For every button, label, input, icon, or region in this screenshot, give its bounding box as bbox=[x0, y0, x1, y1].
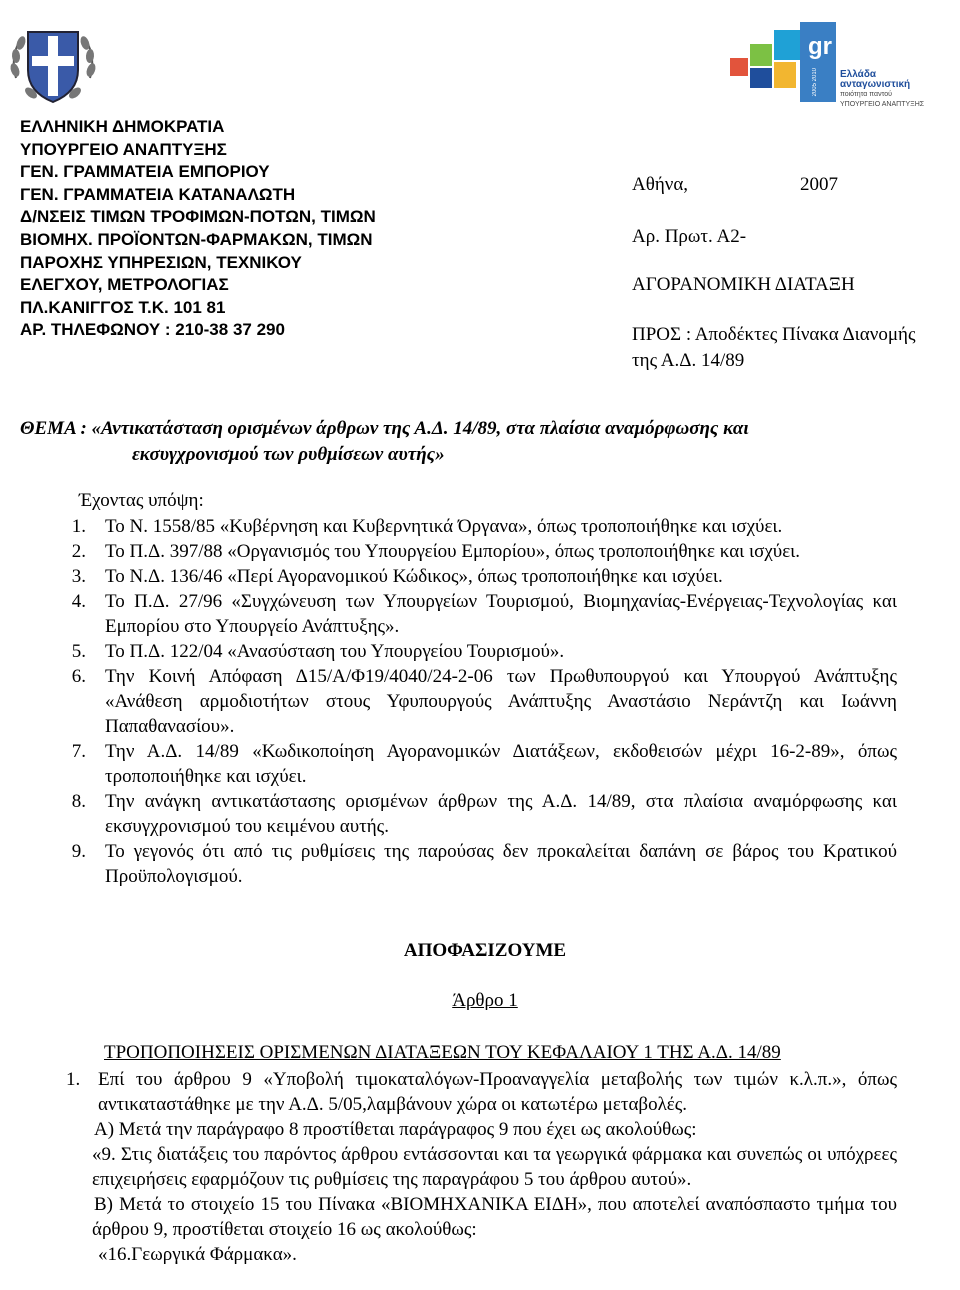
hellas-logo bbox=[728, 18, 928, 118]
article-heading: ΤΡΟΠΟΠΟΙΗΣΕΙΣ ΟΡΙΣΜΕΝΩΝ ΔΙΑΤΑΞΕΩΝ ΤΟΥ ΚΕΦΑΛΑΙΟΥ 1 ΤΗΣ Α.Δ. 14/89 bbox=[104, 1042, 781, 1063]
date-line bbox=[632, 174, 838, 196]
body-paragraph: «9. Στις διατάξεις του παρόντος άρθρου εντάσσονται και τα γεωργικά φάρμακα και συνεπώς οι υπόχρεες επιχειρήσεις εφαρμόζουν τις ρυθμίσεις της παραγράφου 5 του άρθρου αυτού». bbox=[92, 1144, 897, 1190]
list-item: 4. Το Π.Δ. 27/96 «Συγχώνευση των Υπουργείων Τουρισμού, Βιομηχανίας-Ενέργειας-Τεχνολογίας και Εμπορίου στο Υπουργείο Ανάπτυξης». bbox=[71, 591, 897, 637]
greek-emblem bbox=[6, 18, 100, 112]
article-body bbox=[62, 1067, 897, 1267]
list-item: 1. Το Ν. 1558/85 «Κυβέρνηση και Κυβερνητικά Όργανα», όπως τροποποιήθηκε και ισχύει. bbox=[71, 516, 783, 537]
greek-coat-of-arms-emblem-icon bbox=[6, 18, 100, 112]
body-paragraph: Β) Μετά το στοιχείο 15 του Πίνακα «ΒΙΟΜΗΧΑΝΙΚΑ ΕΙΔΗ», που αποτελεί αναπόσπαστο τμήμα του άρθρου 9, προστίθεται στοιχείο 16 ως ακολούθως: bbox=[92, 1194, 897, 1240]
subject-line-2: εκσυγχρονισμού των ρυθμίσεων αυτής» bbox=[132, 444, 445, 465]
sender-line: ΒΙΟΜΗΧ. ΠΡΟΪΟΝΤΩΝ-ΦΑΡΜΑΚΩΝ, ΤΙΜΩΝ bbox=[20, 229, 373, 249]
city: Αθήνα, bbox=[632, 174, 689, 195]
list-item: 8. Την ανάγκη αντικατάστασης ορισμένων άρθρων της Α.Δ. 14/89, στα πλαίσια αναμόρφωσης και εκσυγχρονισμού του κειμένου αυτής. bbox=[71, 791, 897, 837]
sender-line: ΠΑΡΟΧΗΣ ΥΠΗΡΕΣΙΩΝ, ΤΕΧΝΙΚΟΥ bbox=[20, 252, 302, 272]
list-item: 7. Την Α.Δ. 14/89 «Κωδικοποίηση Αγορανομικών Διατάξεων, εκδοθεισών μέχρι 16-2-89», όπως τροποποιήθηκε και ισχύει. bbox=[71, 741, 897, 787]
protocol-number: Αρ. Πρωτ. Α2- bbox=[632, 226, 747, 247]
article-title: Άρθρο 1 bbox=[452, 990, 518, 1011]
considerations-list bbox=[62, 514, 897, 889]
list-item: 6. Την Κοινή Απόφαση Δ15/Α/Φ19/4040/24-2-06 των Πρωθυπουργού και Υπουργού Ανάπτυξης «Ανάθεση αρμοδιοτήτων στους Υφυπουργούς Ανάπτυξης Αναστάσιο Νεράντζη και Ιωάννη Παπαθανασίου». bbox=[71, 666, 897, 737]
decision-heading: ΑΠΟΦΑΣΙΖΟΥΜΕ bbox=[403, 940, 567, 961]
list-item: 5. Το Π.Δ. 122/04 «Ανασύσταση του Υπουργείου Τουρισμού». bbox=[71, 641, 565, 662]
svg-text:gr: gr bbox=[808, 33, 832, 60]
sender-line: ΓΕΝ. ΓΡΑΜΜΑΤΕΙΑ ΚΑΤΑΝΑΛΩΤΗ bbox=[20, 184, 296, 204]
body-paragraph: 1. Επί του άρθρου 9 «Υποβολή τιμοκαταλόγων-Προαναγγελία μεταβολής των τιμών κ.λ.π.», όπως αντικαταστάθηκε με την Α.Δ. 5/05,λαμβάνουν χώρα οι κατωτέρω μεταβολές. bbox=[66, 1069, 897, 1115]
sender-block bbox=[20, 116, 376, 342]
considering-label: Έχοντας υπόψη: bbox=[79, 490, 204, 511]
body-paragraph: «16.Γεωργικά Φάρμακα». bbox=[98, 1244, 297, 1265]
list-item: 9. Το γεγονός ότι από τις ρυθμίσεις της παρούσας δεν προκαλείται δαπάνη σε βάρος του Κρατικού Προϋπολογισμού. bbox=[71, 841, 897, 887]
sender-line: ΕΛΕΓΧΟΥ, ΜΕΤΡΟΛΟΓΙΑΣ bbox=[20, 275, 229, 295]
sender-line: ΑΡ. ΤΗΛΕΦΩΝΟΥ : 210-38 37 290 bbox=[20, 320, 285, 340]
sender-line: Δ/ΝΣΕΙΣ ΤΙΜΩΝ ΤΡΟΦΙΜΩΝ-ΠΟΤΩΝ, ΤΙΜΩΝ bbox=[20, 207, 376, 227]
subject bbox=[20, 416, 920, 468]
sender-line: ΕΛΛΗΝΙΚΗ ΔΗΜΟΚΡΑΤΙΑ bbox=[20, 117, 225, 136]
subject-line-1: ΘΕΜΑ : «Αντικατάσταση ορισμένων άρθρων της Α.Δ. 14/89, στα πλαίσια αναμόρφωσης και bbox=[20, 418, 749, 439]
sender-line: ΠΛ.ΚΑΝΙΓΓΟΣ Τ.Κ. 101 81 bbox=[20, 297, 226, 317]
list-item: 3. Το Ν.Δ. 136/46 «Περί Αγορανομικού Κώδικος», όπως τροποποιήθηκε και ισχύει. bbox=[71, 566, 723, 587]
logo-years: 2005 2010 bbox=[812, 68, 818, 97]
recipients-line-1: ΠΡΟΣ : Αποδέκτες Πίνακα Διανομής bbox=[632, 324, 916, 345]
logo-text: Ελλάδα ανταγωνιστική ποιότητα παντού ΥΠΟΥΡΓΕΙΟ ΑΝΑΠΤΥΞΗΣ bbox=[840, 69, 925, 108]
sender-line: ΥΠΟΥΡΓΕΙΟ ΑΝΑΠΤΥΞΗΣ bbox=[20, 139, 227, 159]
list-item: 2. Το Π.Δ. 397/88 «Οργανισμός του Υπουργείου Εμπορίου», όπως τροποποιήθηκε και ισχύει. bbox=[71, 541, 801, 562]
document-type: ΑΓΟΡΑΝΟΜΙΚΗ ΔΙΑΤΑΞΗ bbox=[632, 274, 855, 295]
recipients-line-2: της Α.Δ. 14/89 bbox=[632, 350, 745, 371]
sender-line: ΓΕΝ. ΓΡΑΜΜΑΤΕΙΑ ΕΜΠΟΡΙΟΥ bbox=[20, 162, 270, 182]
year: 2007 bbox=[800, 174, 838, 195]
body-paragraph: Α) Μετά την παράγραφο 8 προστίθεται παράγραφος 9 που έχει ως ακολούθως: bbox=[94, 1119, 697, 1140]
